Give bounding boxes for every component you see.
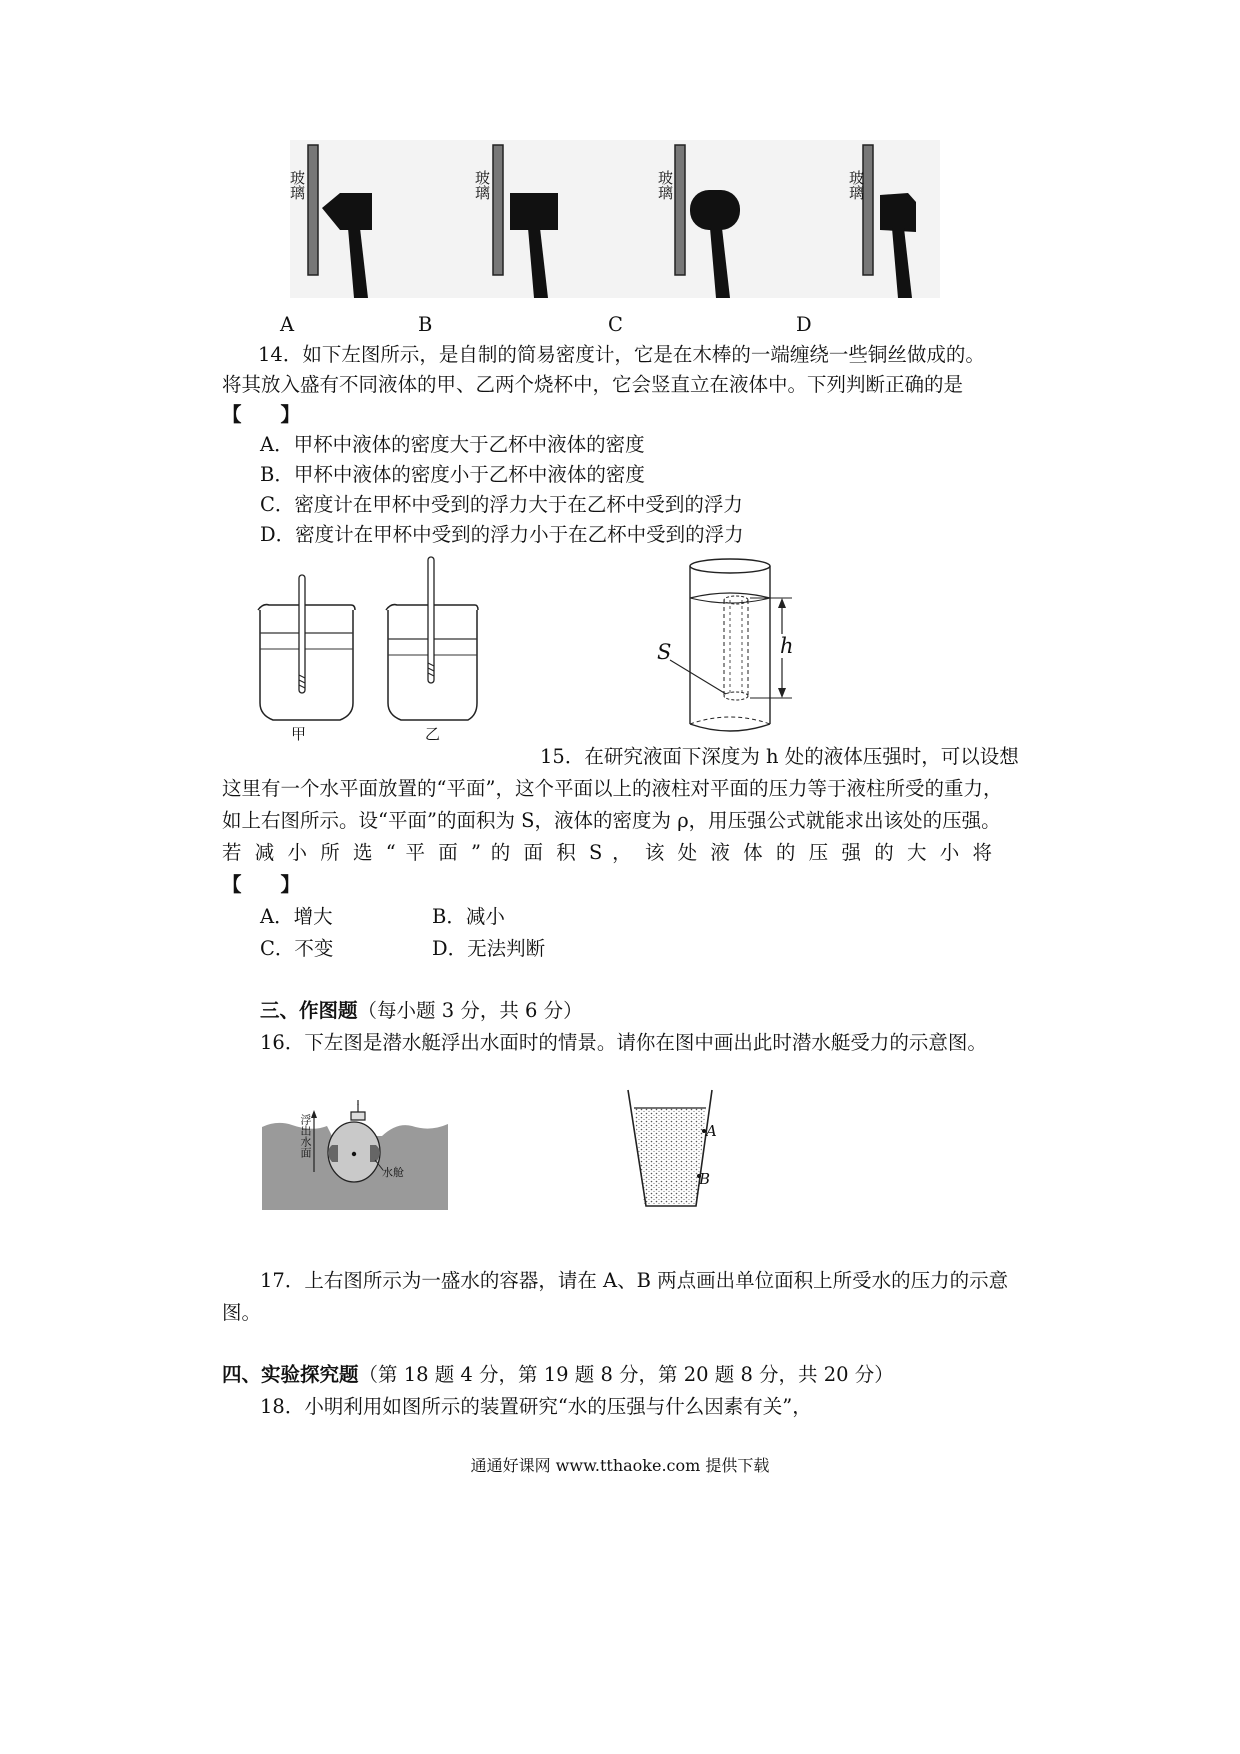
section4-note: （第 18 题 4 分，第 19 题 8 分，第 20 题 8 分，共 20 分） (358, 1363, 894, 1386)
container-diagram (620, 1088, 720, 1213)
option-label-c: C (608, 313, 623, 336)
section4-title: 四、实验探究题 (222, 1363, 359, 1386)
label-s: S (657, 640, 672, 664)
beaker-diagram (255, 555, 480, 745)
glass-label-a: 玻璃 (288, 170, 306, 200)
hammer-glass-diagram (290, 140, 940, 305)
q14-line2: 将其放入盛有不同液体的甲、乙两个烧杯中，它会竖直立在液体中。下列判断正确的是 (222, 373, 964, 396)
label-surface: 浮出水面 (299, 1114, 312, 1158)
section3-title: 三、作图题 (260, 999, 358, 1022)
page-footer: 通通好课网 www.tthaoke.com 提供下载 (470, 1456, 770, 1475)
beaker-label-jia: 甲 (291, 725, 307, 743)
q15-bracket: 【 】 (222, 873, 301, 896)
q15-option-c: C．不变 (260, 937, 334, 960)
q17-line1: 17．上右图所示为一盛水的容器，请在 A、B 两点画出单位面积上所受水的压力的示意 (260, 1269, 1009, 1292)
option-label-d: D (796, 313, 812, 336)
label-h: h (780, 634, 794, 658)
cylinder-diagram (650, 552, 800, 742)
q15-cylinder-figure (650, 552, 800, 742)
q18-text: 18．小明利用如图所示的装置研究“水的压强与什么因素有关”， (260, 1395, 812, 1418)
section3-note: （每小题 3 分，共 6 分） (357, 999, 583, 1022)
q14-line1: 14．如下左图所示，是自制的简易密度计，它是在木棒的一端缠绕一些铜丝做成的。 (258, 343, 985, 366)
glass-label-c: 玻璃 (656, 170, 674, 200)
beaker-label-yi: 乙 (425, 725, 441, 743)
q14-beaker-figure (255, 555, 480, 745)
submarine-diagram (262, 1100, 448, 1210)
option-label-b: B (418, 313, 433, 336)
point-a-label: A (706, 1122, 717, 1140)
q16-text: 16．下左图是潜水艇浮出水面时的情景。请你在图中画出此时潜水艇受力的示意图。 (260, 1031, 987, 1054)
q15-line4: 若 减 小 所 选 “ 平 面 ” 的 面 积 S ， 该 处 液 体 的 压 强 的 大 小 将 (222, 841, 992, 864)
q17-container-figure (620, 1088, 720, 1213)
q15-option-a: A．增大 (260, 905, 333, 928)
label-rudder: 水舱 (382, 1166, 404, 1179)
q15-line2: 这里有一个水平面放置的“平面”，这个平面以上的液柱对平面的压力等于液柱所受的重力， (222, 777, 1003, 800)
option-label-a: A (280, 313, 295, 336)
q15-line1: 15．在研究液面下深度为 h 处的液体压强时，可以设想 (540, 745, 1019, 768)
point-b-label: B (699, 1170, 711, 1188)
q15-option-d: D．无法判断 (432, 937, 546, 960)
q14-option-d: D．密度计在甲杯中受到的浮力小于在乙杯中受到的浮力 (260, 523, 744, 546)
q16-submarine-figure (262, 1100, 448, 1210)
glass-label-d: 玻璃 (847, 170, 865, 200)
q14-bracket: 【 】 (222, 403, 301, 426)
q14-option-a: A．甲杯中液体的密度大于乙杯中液体的密度 (260, 433, 645, 456)
q17-line2: 图。 (222, 1301, 262, 1324)
q15-option-b: B．减小 (432, 905, 505, 928)
q15-line3: 如上右图所示。设“平面”的面积为 S，液体的密度为 ρ，用压强公式就能求出该处的压强。 (222, 809, 1001, 832)
section4-heading (222, 1358, 894, 1392)
section3-heading (260, 994, 583, 1028)
q14-option-c: C．密度计在甲杯中受到的浮力大于在乙杯中受到的浮力 (260, 493, 743, 516)
q13-figure (290, 140, 940, 305)
q14-option-b: B．甲杯中液体的密度小于乙杯中液体的密度 (260, 463, 645, 486)
glass-label-b: 玻璃 (473, 170, 491, 200)
